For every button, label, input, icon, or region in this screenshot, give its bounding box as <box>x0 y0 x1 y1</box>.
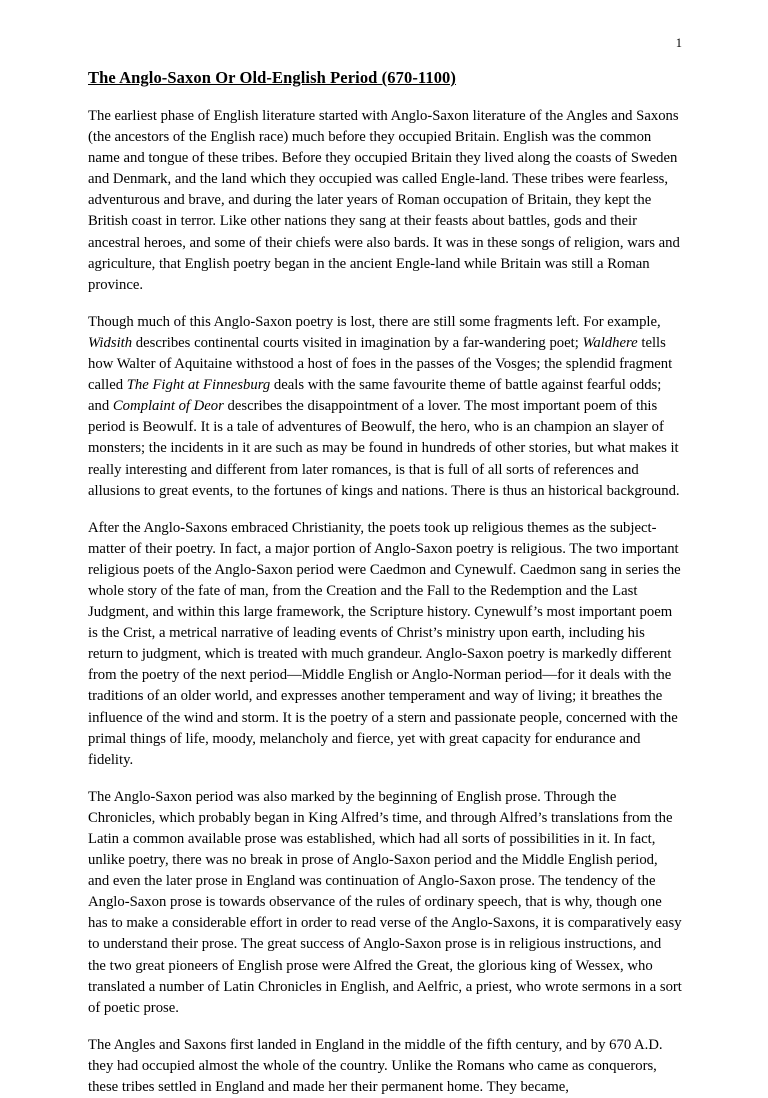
italic-title: Waldhere <box>582 334 638 351</box>
page-title: The Anglo-Saxon Or Old-English Period (670-1100) <box>88 68 457 87</box>
paragraph: Though much of this Anglo-Saxon poetry is lost, there are still some fragments left. For example, Widsith describes continental courts visited in imagination by a far-wandering poet; Waldhere tells how Walter of Aquitaine withstood a host of foes in the passes of the Vosges; the splendid fragment called The Fight at Finnesburg deals with the same favourite theme of battle against fearful odds; and Complaint of Deor describes the disappointment of a lover. The most important poem of this period is Beowulf. It is a tale of adventures of Beowulf, the hero, who is an champion an slayer of monsters; the incidents in it are such as may be found in hundreds of other stories, but what makes it really interesting and different from later romances, is that is full of all sorts of references and allusions to great events, to the fortunes of kings and nations. There is thus an historical background. <box>88 313 680 499</box>
document-body <box>88 68 682 1098</box>
paragraph: The earliest phase of English literature started with Anglo-Saxon literature of the Angles and Saxons (the ancestors of the English race) much before they occupied Britain. English was the common name and tongue of these tribes. Before they occupied Britain they lived along the coasts of Sweden and Denmark, and the land which they occupied was called Engle-land. These tribes were fearless, adventurous and brave, and during the later years of Roman occupation of Britain, they kept the British coast in terror. Like other nations they sang at their feasts about battles, gods and their ancestral heroes, and some of their chiefs were also bards. It was in these songs of religion, wars and agriculture, that English poetry began in the ancient Engle-land while Britain was still a Roman province. <box>88 108 680 293</box>
paragraph: The Anglo-Saxon period was also marked by the beginning of English prose. Through the Chronicles, which probably began in King Alfred’s time, and through Alfred’s translations from the Latin a common available prose was established, which had all sorts of possibilities in it. In fact, unlike poetry, there was no break in prose of Anglo-Saxon period and the Middle English period, and even the later prose in England was continuation of Anglo-Saxon prose. The tendency of the Anglo-Saxon prose is towards observance of the rules of ordinary speech, that is why, though one has to make a considerable effort in order to read verse of the Anglo-Saxons, it is comparatively easy to understand their prose. The great success of Anglo-Saxon prose is in religious instructions, and the two great pioneers of English prose were Alfred the Great, the glorious king of Wessex, who translated a number of Latin Chronicles in English, and Aelfric, a priest, who wrote sermons in a sort of poetic prose. <box>88 788 682 1016</box>
page-number: 1 <box>675 36 682 50</box>
italic-title: The Fight at Finnesburg <box>126 377 271 394</box>
italic-title: Widsith <box>88 334 133 351</box>
paragraph-container <box>88 106 682 1098</box>
paragraph: The Angles and Saxons first landed in England in the middle of the fifth century, and by 670 A.D. they had occupied almost the whole of the country. Unlike the Romans who came as conquerors, these tribes settled in England and made her their permanent home. They became, <box>88 1036 663 1096</box>
italic-title: Complaint of Deor <box>112 398 224 415</box>
paragraph: After the Anglo-Saxons embraced Christianity, the poets took up religious themes as the subject-matter of their poetry. In fact, a major portion of Anglo-Saxon poetry is religious. The two important religious poets of the Anglo-Saxon period were Caedmon and Cynewulf. Caedmon sang in series the whole story of the fate of man, from the Creation and the Fall to the Redemption and the Last Judgment, and within this large framework, the Scripture history. Cynewulf’s most important poem is the Crist, a metrical narrative of leading events of Christ’s ministry upon earth, including his return to judgment, which is treated with much grandeur. Anglo-Saxon poetry is markedly different from the poetry of the next period—Middle English or Anglo-Norman period—for it deals with the traditions of an older world, and expresses another temperament and way of living; it breathes the influence of the wind and storm. It is the poetry of a stern and passionate people, concerned with the primal things of life, moody, melancholy and fierce, yet with great capacity for endurance and fidelity. <box>88 519 681 768</box>
